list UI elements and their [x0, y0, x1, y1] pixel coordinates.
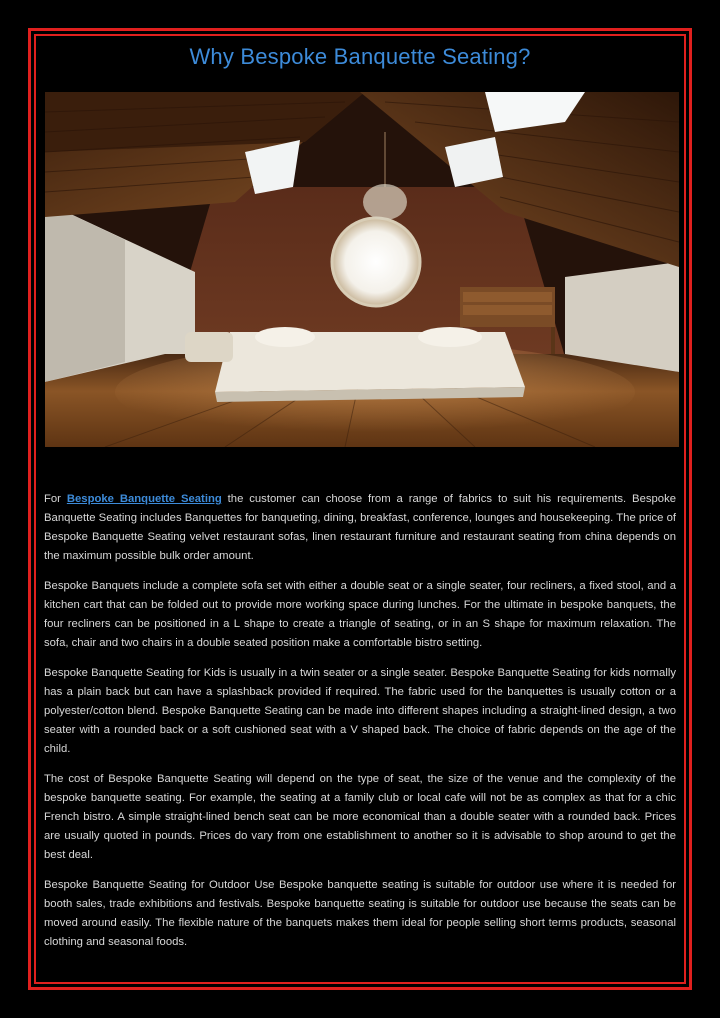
attic-bedroom-photo	[45, 92, 679, 447]
bespoke-banquette-seating-link[interactable]: Bespoke Banquette Seating	[66, 493, 222, 505]
paragraph-3: Bespoke Banquette Seating for Kids is usually in a twin seater or a single seater. Bespoke Banquette Seating for kids normally has a plain back but can have a splashback provided if required. The fabric used for the banquettes is usually cotton or a polyester/cotton blend. Bespoke Banquette Seating can be made into different shapes including a straight-lined design, a two seater with a rounded back or a soft cushioned seat with a V shaped back. The choice of fabric depends on the age of the child.	[44, 667, 676, 755]
page-title: Why Bespoke Banquette Seating?	[189, 44, 531, 69]
article-body	[44, 490, 676, 963]
paragraph-2: Bespoke Banquets include a complete sofa set with either a double seat or a single seater, four recliners, a fixed stool, and a kitchen cart that can be folded out to provide more working space during lunches. For the ultimate in bespoke banquets, the four recliners can be positioned in a L shape to create a triangle of seating, or in an S shape for maximum relaxation. The sofa, chair and two chairs in a double seated position make a comfortable bistro setting.	[44, 580, 676, 649]
paragraph-4: The cost of Bespoke Banquette Seating will depend on the type of seat, the size of the venue and the complexity of the bespoke banquette seating. For example, the seating at a family club or local cafe will not be as complex as that for a chic French bistro. A simple straight-lined bench seat can be more economical than a double seater with a rounded back. Prices are usually quoted in pounds. Prices do vary from one establishment to another so it is advisable to shop around to get the best deal.	[44, 773, 676, 861]
paragraph-5: Bespoke Banquette Seating for Outdoor Use Bespoke banquette seating is suitable for outdoor use where it is needed for booth sales, trade exhibitions and festivals. Bespoke banquette seating is suitable for outdoor use because the seats can be moved around easily. The flexible nature of the banquets makes them ideal for people selling short terms products, seasonal clothing and seasonal foods.	[44, 879, 676, 949]
paragraph-1-text: the customer can choose from a range of fabrics to suit his requirements. Bespoke Banquette Seating includes Banquettes for banqueting, dining, breakfast, conference, lounges and housekeeping. The price of Bespoke Banquette Seating velvet restaurant sofas, linen restaurant furniture and restaurant seating from china depends on the maximum possible bulk order amount.	[44, 493, 676, 562]
paragraph-1-prefix: For	[44, 493, 67, 505]
paragraph-1	[44, 490, 676, 566]
